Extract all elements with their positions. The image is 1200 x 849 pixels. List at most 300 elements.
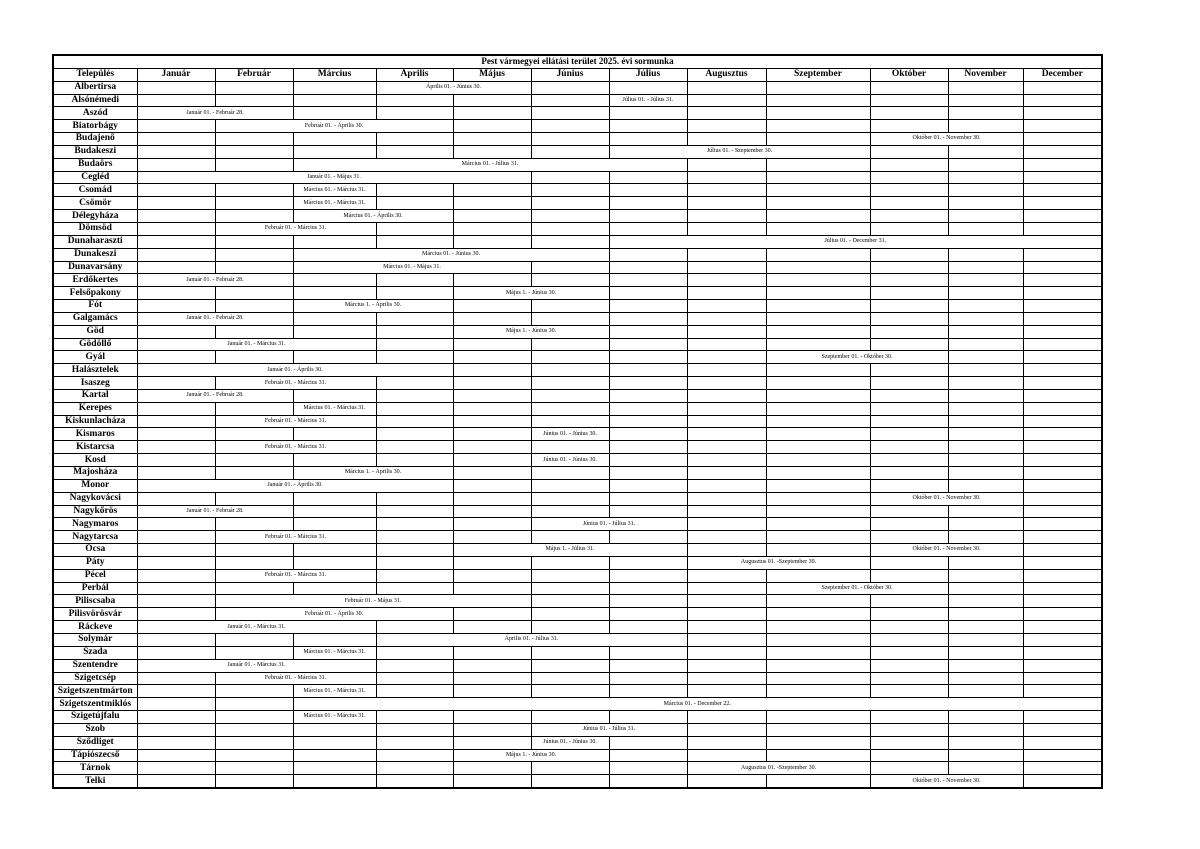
settlement-name: Kiskunlacháza	[53, 415, 137, 428]
empty-month-cell	[948, 646, 1023, 659]
empty-month-cell	[215, 261, 293, 274]
empty-month-cell	[687, 222, 766, 235]
empty-month-cell	[453, 210, 531, 223]
empty-month-cell	[1023, 685, 1102, 698]
settlement-name: Biatorbágy	[53, 120, 137, 133]
empty-month-cell	[137, 531, 215, 544]
empty-month-cell	[376, 518, 453, 531]
period-bar: Március 1. - Április 30.	[293, 467, 453, 480]
empty-month-cell	[137, 685, 215, 698]
empty-month-cell	[453, 377, 531, 390]
empty-month-cell	[453, 94, 531, 107]
empty-month-cell	[609, 749, 687, 762]
settlement-name: Sződliget	[53, 736, 137, 749]
empty-month-cell	[293, 312, 376, 325]
empty-month-cell	[137, 248, 215, 261]
empty-month-cell	[948, 274, 1023, 287]
empty-month-cell	[293, 762, 376, 775]
empty-month-cell	[948, 248, 1023, 261]
settlement-name: Gyál	[53, 351, 137, 364]
empty-month-cell	[1023, 158, 1102, 171]
empty-month-cell	[215, 698, 293, 711]
empty-month-cell	[1023, 300, 1102, 313]
empty-month-cell	[531, 441, 609, 454]
empty-month-cell	[137, 133, 215, 146]
empty-month-cell	[293, 633, 376, 646]
empty-month-cell	[687, 158, 766, 171]
empty-month-cell	[1023, 441, 1102, 454]
empty-month-cell	[687, 685, 766, 698]
settlement-name: Nagykőrös	[53, 505, 137, 518]
empty-month-cell	[870, 210, 948, 223]
settlement-name: Ráckeve	[53, 621, 137, 634]
period-bar: Október 01. - November 30.	[870, 775, 1023, 788]
empty-month-cell	[137, 711, 215, 724]
empty-month-cell	[948, 94, 1023, 107]
empty-month-cell	[948, 685, 1023, 698]
empty-month-cell	[1023, 582, 1102, 595]
empty-month-cell	[870, 158, 948, 171]
period-bar: Május 1. - Július 31.	[453, 544, 687, 557]
table-row	[53, 287, 1102, 300]
empty-month-cell	[948, 736, 1023, 749]
settlement-name: Kerepes	[53, 402, 137, 415]
settlement-name: Isaszeg	[53, 377, 137, 390]
month-header: Augusztus	[687, 68, 766, 81]
empty-month-cell	[1023, 775, 1102, 788]
empty-month-cell	[948, 197, 1023, 210]
settlement-name: Erdőkertes	[53, 274, 137, 287]
empty-month-cell	[215, 454, 293, 467]
period-bar: Január 01. - Február 28.	[137, 389, 293, 402]
empty-month-cell	[870, 672, 948, 685]
table-row	[53, 646, 1102, 659]
empty-month-cell	[215, 775, 293, 788]
empty-month-cell	[609, 184, 687, 197]
empty-month-cell	[137, 351, 215, 364]
empty-month-cell	[1023, 505, 1102, 518]
empty-month-cell	[870, 749, 948, 762]
empty-month-cell	[609, 556, 687, 569]
empty-month-cell	[870, 467, 948, 480]
settlement-name: Dunavarsány	[53, 261, 137, 274]
empty-month-cell	[609, 248, 687, 261]
table-row	[53, 595, 1102, 608]
empty-month-cell	[948, 107, 1023, 120]
empty-month-cell	[215, 582, 293, 595]
empty-month-cell	[453, 659, 531, 672]
empty-month-cell	[766, 608, 870, 621]
empty-month-cell	[453, 736, 531, 749]
table-row	[53, 415, 1102, 428]
empty-month-cell	[453, 762, 531, 775]
empty-month-cell	[1023, 338, 1102, 351]
empty-month-cell	[948, 171, 1023, 184]
settlement-name: Galgamács	[53, 312, 137, 325]
empty-month-cell	[687, 711, 766, 724]
settlement-name: Szigetszentmárton	[53, 685, 137, 698]
empty-month-cell	[137, 467, 215, 480]
empty-month-cell	[609, 582, 687, 595]
empty-month-cell	[766, 518, 870, 531]
empty-month-cell	[531, 261, 609, 274]
empty-month-cell	[948, 479, 1023, 492]
empty-month-cell	[870, 415, 948, 428]
empty-month-cell	[376, 544, 453, 557]
empty-month-cell	[453, 389, 531, 402]
empty-month-cell	[137, 544, 215, 557]
empty-month-cell	[215, 467, 293, 480]
empty-month-cell	[376, 723, 453, 736]
empty-month-cell	[215, 351, 293, 364]
table-row	[53, 402, 1102, 415]
empty-month-cell	[531, 467, 609, 480]
empty-month-cell	[766, 749, 870, 762]
period-bar: Február 01. - Március 31.	[215, 569, 376, 582]
empty-month-cell	[531, 145, 609, 158]
empty-month-cell	[215, 133, 293, 146]
empty-month-cell	[137, 762, 215, 775]
empty-month-cell	[609, 338, 687, 351]
empty-month-cell	[453, 775, 531, 788]
empty-month-cell	[453, 556, 531, 569]
settlement-name: Monor	[53, 479, 137, 492]
empty-month-cell	[948, 621, 1023, 634]
empty-month-cell	[766, 261, 870, 274]
settlement-name: Gödöllő	[53, 338, 137, 351]
empty-month-cell	[687, 94, 766, 107]
empty-month-cell	[766, 210, 870, 223]
table-row	[53, 659, 1102, 672]
empty-month-cell	[766, 685, 870, 698]
empty-month-cell	[215, 518, 293, 531]
empty-month-cell	[376, 569, 453, 582]
settlement-name: Telki	[53, 775, 137, 788]
empty-month-cell	[948, 556, 1023, 569]
empty-month-cell	[376, 145, 453, 158]
empty-month-cell	[376, 428, 453, 441]
empty-month-cell	[293, 556, 376, 569]
table-row	[53, 145, 1102, 158]
empty-month-cell	[531, 171, 609, 184]
empty-month-cell	[766, 171, 870, 184]
empty-month-cell	[870, 711, 948, 724]
empty-month-cell	[687, 300, 766, 313]
empty-month-cell	[609, 261, 687, 274]
empty-month-cell	[453, 120, 531, 133]
empty-month-cell	[687, 672, 766, 685]
empty-month-cell	[766, 94, 870, 107]
settlement-name: Szentendre	[53, 659, 137, 672]
month-header: Január	[137, 68, 215, 81]
empty-month-cell	[870, 441, 948, 454]
period-bar: Február 01. - Március 31.	[215, 377, 376, 390]
settlement-name: Szob	[53, 723, 137, 736]
empty-month-cell	[1023, 94, 1102, 107]
empty-month-cell	[687, 415, 766, 428]
empty-month-cell	[1023, 556, 1102, 569]
period-bar: Március 01. - Május 31.	[293, 261, 531, 274]
empty-month-cell	[870, 81, 948, 94]
empty-month-cell	[870, 402, 948, 415]
table-row	[53, 672, 1102, 685]
empty-month-cell	[531, 351, 609, 364]
empty-month-cell	[870, 685, 948, 698]
empty-month-cell	[870, 569, 948, 582]
empty-month-cell	[531, 107, 609, 120]
empty-month-cell	[1023, 659, 1102, 672]
period-bar: Január 01. - Március 31.	[137, 659, 376, 672]
table-row	[53, 389, 1102, 402]
period-bar: Február 01. - Május 31.	[215, 595, 531, 608]
period-bar: Február 01. - Április 30.	[215, 120, 453, 133]
empty-month-cell	[531, 711, 609, 724]
empty-month-cell	[609, 608, 687, 621]
empty-month-cell	[215, 248, 293, 261]
empty-month-cell	[1023, 749, 1102, 762]
empty-month-cell	[293, 544, 376, 557]
empty-month-cell	[215, 736, 293, 749]
empty-month-cell	[137, 261, 215, 274]
empty-month-cell	[215, 556, 293, 569]
empty-month-cell	[687, 428, 766, 441]
empty-month-cell	[376, 133, 453, 146]
empty-month-cell	[376, 659, 453, 672]
empty-month-cell	[453, 312, 531, 325]
empty-month-cell	[870, 107, 948, 120]
empty-month-cell	[766, 415, 870, 428]
empty-month-cell	[948, 454, 1023, 467]
empty-month-cell	[870, 184, 948, 197]
empty-month-cell	[766, 133, 870, 146]
empty-month-cell	[870, 479, 948, 492]
empty-month-cell	[687, 659, 766, 672]
empty-month-cell	[609, 505, 687, 518]
empty-month-cell	[376, 762, 453, 775]
empty-month-cell	[137, 672, 215, 685]
period-bar: Július 01. - Július 31.	[609, 94, 687, 107]
empty-month-cell	[609, 762, 687, 775]
empty-month-cell	[293, 723, 376, 736]
month-header: Április	[376, 68, 453, 81]
empty-month-cell	[609, 775, 687, 788]
settlement-name: Dunakeszi	[53, 248, 137, 261]
empty-month-cell	[137, 633, 215, 646]
table-row	[53, 338, 1102, 351]
empty-month-cell	[1023, 312, 1102, 325]
period-bar: Március 01. - Június 30.	[293, 248, 609, 261]
empty-month-cell	[137, 325, 215, 338]
month-header: Szeptember	[766, 68, 870, 81]
empty-month-cell	[766, 505, 870, 518]
empty-month-cell	[215, 749, 293, 762]
table-row	[53, 698, 1102, 711]
empty-month-cell	[293, 351, 376, 364]
period-bar: Március 01. - Április 30.	[293, 210, 453, 223]
empty-month-cell	[1023, 762, 1102, 775]
empty-month-cell	[948, 505, 1023, 518]
table-row	[53, 749, 1102, 762]
empty-month-cell	[1023, 210, 1102, 223]
empty-month-cell	[453, 479, 531, 492]
empty-month-cell	[870, 145, 948, 158]
empty-month-cell	[609, 711, 687, 724]
table-row	[53, 775, 1102, 788]
empty-month-cell	[609, 222, 687, 235]
empty-month-cell	[453, 454, 531, 467]
empty-month-cell	[531, 582, 609, 595]
empty-month-cell	[453, 351, 531, 364]
month-header: Május	[453, 68, 531, 81]
empty-month-cell	[870, 556, 948, 569]
empty-month-cell	[137, 235, 215, 248]
settlement-name: Szada	[53, 646, 137, 659]
period-bar: Január 01. - Március 31.	[137, 621, 376, 634]
empty-month-cell	[609, 120, 687, 133]
empty-month-cell	[609, 171, 687, 184]
month-header: December	[1023, 68, 1102, 81]
empty-month-cell	[137, 608, 215, 621]
month-header: November	[948, 68, 1023, 81]
empty-month-cell	[948, 402, 1023, 415]
period-bar: Július 01. - Szeptember 30.	[609, 145, 870, 158]
empty-month-cell	[137, 120, 215, 133]
empty-month-cell	[293, 325, 376, 338]
empty-month-cell	[1023, 171, 1102, 184]
empty-month-cell	[1023, 145, 1102, 158]
empty-month-cell	[870, 261, 948, 274]
empty-month-cell	[453, 300, 531, 313]
empty-month-cell	[376, 197, 453, 210]
table-row	[53, 248, 1102, 261]
empty-month-cell	[453, 608, 531, 621]
empty-month-cell	[766, 107, 870, 120]
empty-month-cell	[870, 274, 948, 287]
settlement-name: Dömsöd	[53, 222, 137, 235]
empty-month-cell	[609, 389, 687, 402]
empty-month-cell	[293, 749, 376, 762]
period-bar: Június 01. - Június 30.	[531, 454, 609, 467]
empty-month-cell	[687, 582, 766, 595]
empty-month-cell	[687, 633, 766, 646]
empty-month-cell	[215, 235, 293, 248]
empty-month-cell	[687, 749, 766, 762]
empty-month-cell	[609, 646, 687, 659]
period-bar: Február 01. - Március 31.	[215, 222, 376, 235]
empty-month-cell	[376, 312, 453, 325]
empty-month-cell	[609, 467, 687, 480]
table-row	[53, 222, 1102, 235]
empty-month-cell	[609, 377, 687, 390]
empty-month-cell	[766, 81, 870, 94]
empty-month-cell	[376, 351, 453, 364]
empty-month-cell	[766, 158, 870, 171]
table-row	[53, 81, 1102, 94]
table-row	[53, 197, 1102, 210]
empty-month-cell	[376, 454, 453, 467]
empty-month-cell	[766, 312, 870, 325]
empty-month-cell	[137, 197, 215, 210]
table-row	[53, 120, 1102, 133]
empty-month-cell	[453, 235, 531, 248]
empty-month-cell	[948, 531, 1023, 544]
empty-month-cell	[531, 659, 609, 672]
empty-month-cell	[1023, 544, 1102, 557]
empty-month-cell	[376, 775, 453, 788]
empty-month-cell	[137, 222, 215, 235]
settlement-name: Kosd	[53, 454, 137, 467]
empty-month-cell	[293, 505, 376, 518]
empty-month-cell	[137, 595, 215, 608]
empty-month-cell	[215, 158, 293, 171]
empty-month-cell	[137, 749, 215, 762]
table-row	[53, 492, 1102, 505]
empty-month-cell	[687, 441, 766, 454]
empty-month-cell	[531, 312, 609, 325]
table-row	[53, 608, 1102, 621]
empty-month-cell	[687, 248, 766, 261]
table-row	[53, 300, 1102, 313]
table-row	[53, 441, 1102, 454]
month-header: Július	[609, 68, 687, 81]
empty-month-cell	[948, 364, 1023, 377]
period-bar: Szeptember 01. - Október 30.	[766, 582, 948, 595]
page-title: Pest vármegyei ellátási terület 2025. évi sormunka	[53, 55, 1102, 68]
empty-month-cell	[687, 325, 766, 338]
table-row	[53, 762, 1102, 775]
empty-month-cell	[376, 441, 453, 454]
schedule-table	[52, 54, 1103, 789]
empty-month-cell	[137, 698, 215, 711]
empty-month-cell	[293, 582, 376, 595]
settlement-name: Pécel	[53, 569, 137, 582]
table-row	[53, 711, 1102, 724]
empty-month-cell	[453, 685, 531, 698]
settlement-name: Budaörs	[53, 158, 137, 171]
settlement-name: Fót	[53, 300, 137, 313]
empty-month-cell	[376, 582, 453, 595]
empty-month-cell	[215, 402, 293, 415]
empty-month-cell	[609, 736, 687, 749]
empty-month-cell	[453, 364, 531, 377]
table-row	[53, 621, 1102, 634]
empty-month-cell	[1023, 531, 1102, 544]
empty-month-cell	[215, 492, 293, 505]
empty-month-cell	[870, 325, 948, 338]
empty-month-cell	[215, 94, 293, 107]
table-row	[53, 428, 1102, 441]
settlement-name: Budajenő	[53, 133, 137, 146]
empty-month-cell	[1023, 672, 1102, 685]
table-row	[53, 274, 1102, 287]
empty-month-cell	[687, 364, 766, 377]
empty-month-cell	[137, 300, 215, 313]
empty-month-cell	[948, 428, 1023, 441]
empty-month-cell	[870, 762, 948, 775]
empty-month-cell	[453, 492, 531, 505]
empty-month-cell	[215, 300, 293, 313]
empty-month-cell	[870, 736, 948, 749]
empty-month-cell	[870, 595, 948, 608]
empty-month-cell	[609, 492, 687, 505]
empty-month-cell	[609, 312, 687, 325]
empty-month-cell	[687, 467, 766, 480]
empty-month-cell	[948, 377, 1023, 390]
empty-month-cell	[766, 364, 870, 377]
empty-month-cell	[376, 621, 453, 634]
empty-month-cell	[376, 222, 453, 235]
empty-month-cell	[948, 595, 1023, 608]
